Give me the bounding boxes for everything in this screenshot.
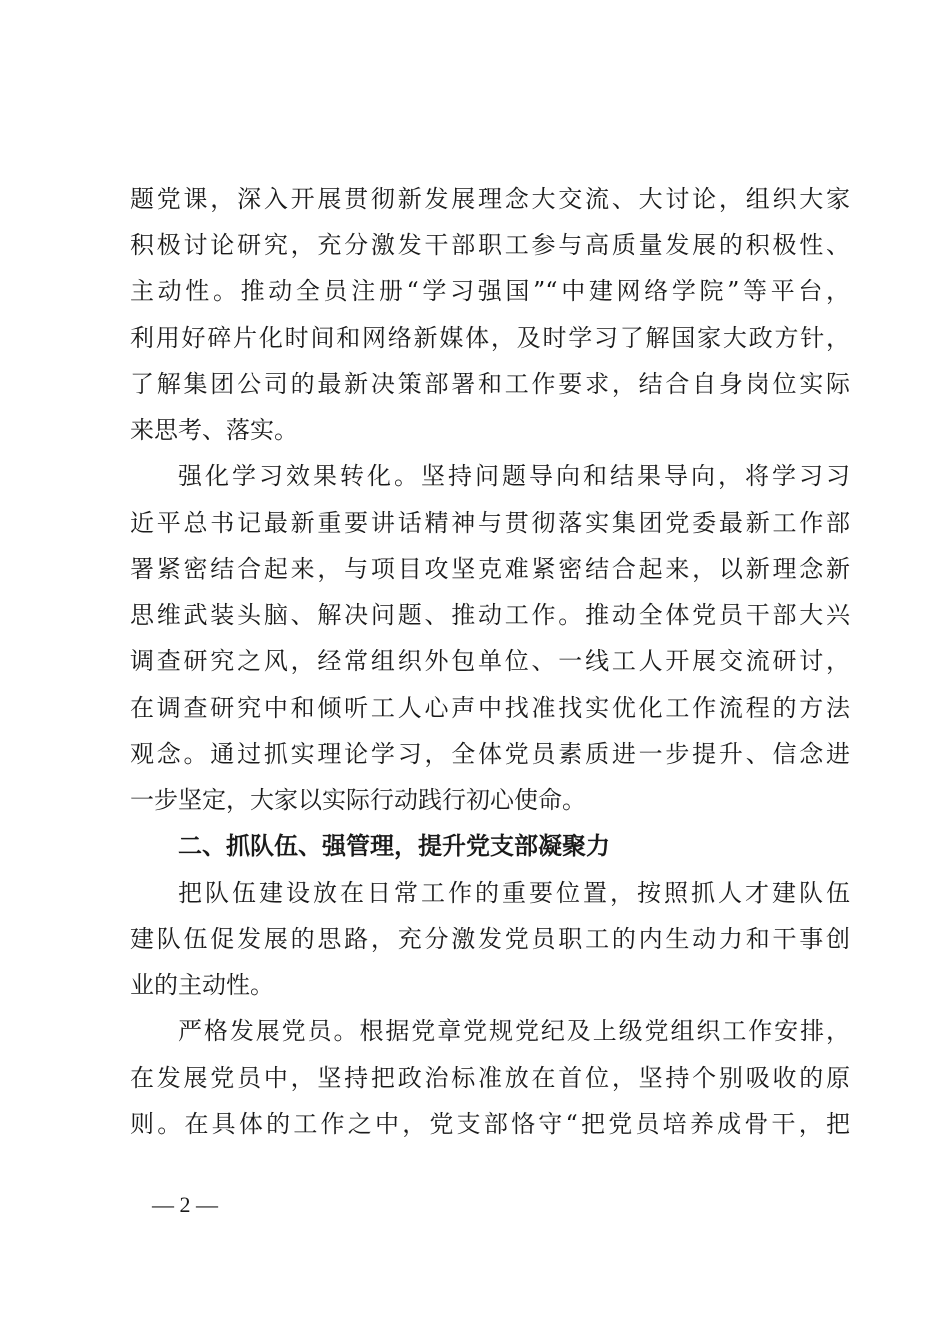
text-line: 来思考、落实。 <box>130 416 298 444</box>
text-line: 题党课，深入开展贯彻新发展理念大交流、大讨论，组织大家 <box>130 185 850 213</box>
text-line: 一步坚定，大家以实际行动践行初心使命。 <box>130 786 586 814</box>
text-line: 则。在具体的工作之中，党支部恪守“把党员培养成骨干，把 <box>130 1110 850 1138</box>
page-number: — 2 — <box>152 1192 218 1217</box>
text-line: 了解集团公司的最新决策部署和工作要求，结合自身岗位实际 <box>130 370 850 398</box>
text-line: 业的主动性。 <box>130 971 274 999</box>
paragraph-start-line: 强化学习效果转化。坚持问题导向和结果导向，将学习习 <box>178 462 850 490</box>
text-line: 思维武装头脑、解决问题、推动工作。推动全体党员干部大兴 <box>130 601 850 629</box>
paragraph-start-line: 把队伍建设放在日常工作的重要位置，按照抓人才建队伍 <box>178 879 850 907</box>
text-line: 近平总书记最新重要讲话精神与贯彻落实集团党委最新工作部 <box>130 509 850 537</box>
text-line: 主动性。推动全员注册“学习强国”“中建网络学院”等平台， <box>130 277 850 305</box>
text-line: 在调查研究中和倾听工人心声中找准找实优化工作流程的方法 <box>130 694 850 722</box>
text-line: 建队伍促发展的思路，充分激发党员职工的内生动力和干事创 <box>130 925 850 953</box>
text-line: 调查研究之风，经常组织外包单位、一线工人开展交流研讨， <box>130 647 850 675</box>
text-line: 积极讨论研究，充分激发干部职工参与高质量发展的积极性、 <box>130 231 850 259</box>
text-line: 在发展党员中，坚持把政治标准放在首位，坚持个别吸收的原 <box>130 1064 850 1092</box>
text-line: 观念。通过抓实理论学习，全体党员素质进一步提升、信念进 <box>130 740 850 768</box>
text-line: 利用好碎片化时间和网络新媒体，及时学习了解国家大政方针， <box>130 324 850 352</box>
section-heading: 二、抓队伍、强管理，提升党支部凝聚力 <box>178 832 610 860</box>
paragraph-start-line: 严格发展党员。根据党章党规党纪及上级党组织工作安排， <box>178 1017 850 1045</box>
text-line: 署紧密结合起来，与项目攻坚克难紧密结合起来，以新理念新 <box>130 555 850 583</box>
